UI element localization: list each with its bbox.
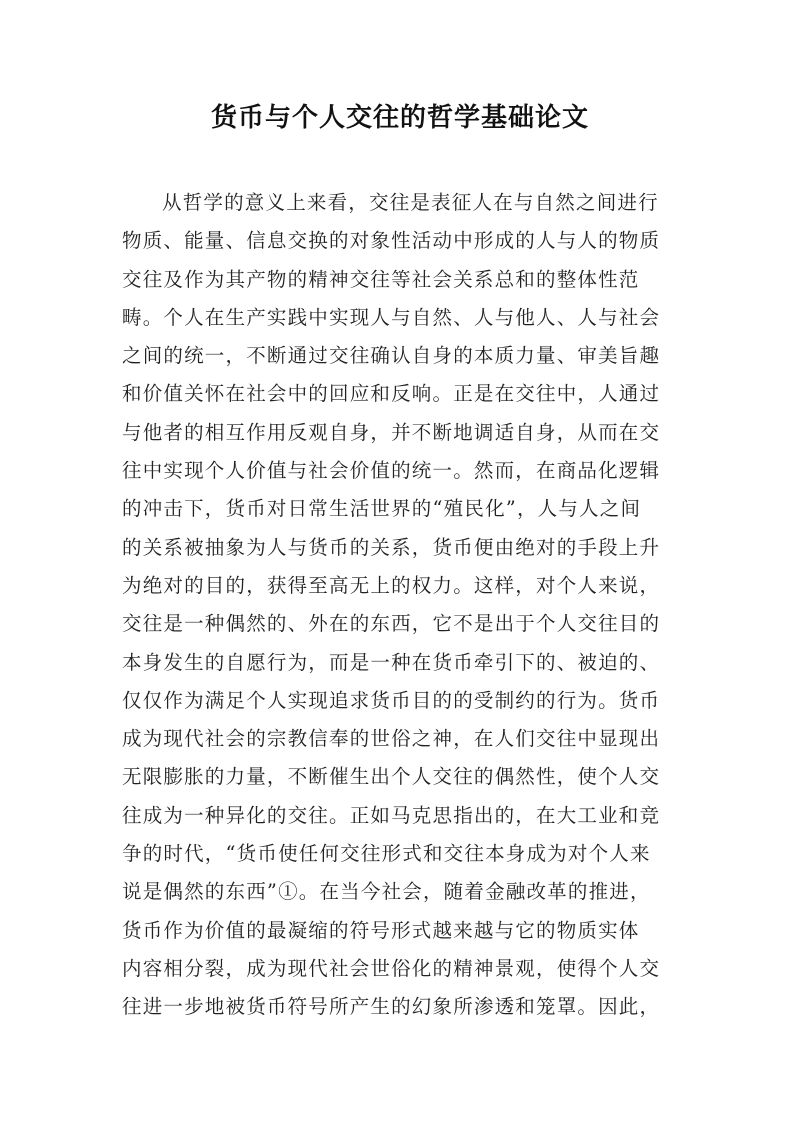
body-line: 为绝对的目的，获得至高无上的权力。这样，对个人来说， [122,573,661,597]
body-line: 往进一步地被货币符号所产生的幻象所渗透和笼罩。因此， [122,995,661,1019]
body-line: 从哲学的意义上来看，交往是表征人在与自然之间进行 [162,191,659,214]
body-line: 和价值关怀在社会中的回应和反响。正是在交往中，人通过 [122,382,661,406]
body-line: 往成为一种异化的交往。正如马克思指出的，在大工业和竞 [122,803,661,827]
body-line: 成为现代社会的宗教信奉的世俗之神，在人们交往中显现出 [122,727,661,751]
body-line: 交往及作为其产物的精神交往等社会关系总和的整体性范 [122,267,640,291]
body-line: 畴。个人在生产实践中实现人与自然、人与他人、人与社会 [122,305,661,329]
body-line: 说是偶然的东西”①。在当今社会，随着金融改革的推进， [122,880,651,904]
document-body [122,184,682,1027]
body-line: 争的时代，“货币使任何交往形式和交往本身成为对个人来 [122,842,651,866]
document-title: 货币与个人交往的哲学基础论文 [210,103,589,133]
body-line: 仅仅作为满足个人实现追求货币目的的受制约的行为。货币 [122,688,661,712]
body-line: 本身发生的自愿行为，而是一种在货币牵引下的、被迫的、 [122,650,661,674]
body-line: 无限膨胀的力量，不断催生出个人交往的偶然性，使个人交 [122,765,661,789]
body-line: 与他者的相互作用反观自身，并不断地调适自身，从而在交 [122,420,661,444]
body-line: 往中实现个人价值与社会价值的统一。然而，在商品化逻辑 [122,459,661,483]
body-line: 内容相分裂，成为现代社会世俗化的精神景观，使得个人交 [122,956,661,980]
body-line: 货币作为价值的最凝缩的符号形式越来越与它的物质实体 [122,918,640,942]
body-line: 的冲击下，货币对日常生活世界的“殖民化”，人与人之间 [122,497,642,521]
body-line: 之间的统一，不断通过交往确认自身的本质力量、审美旨趣 [122,344,661,368]
body-line: 交往是一种偶然的、外在的东西，它不是出于个人交往目的 [122,612,661,636]
body-line: 的关系被抽象为人与货币的关系，货币便由绝对的手段上升 [122,535,661,559]
body-line: 物质、能量、信息交换的对象性活动中形成的人与人的物质 [122,229,661,253]
